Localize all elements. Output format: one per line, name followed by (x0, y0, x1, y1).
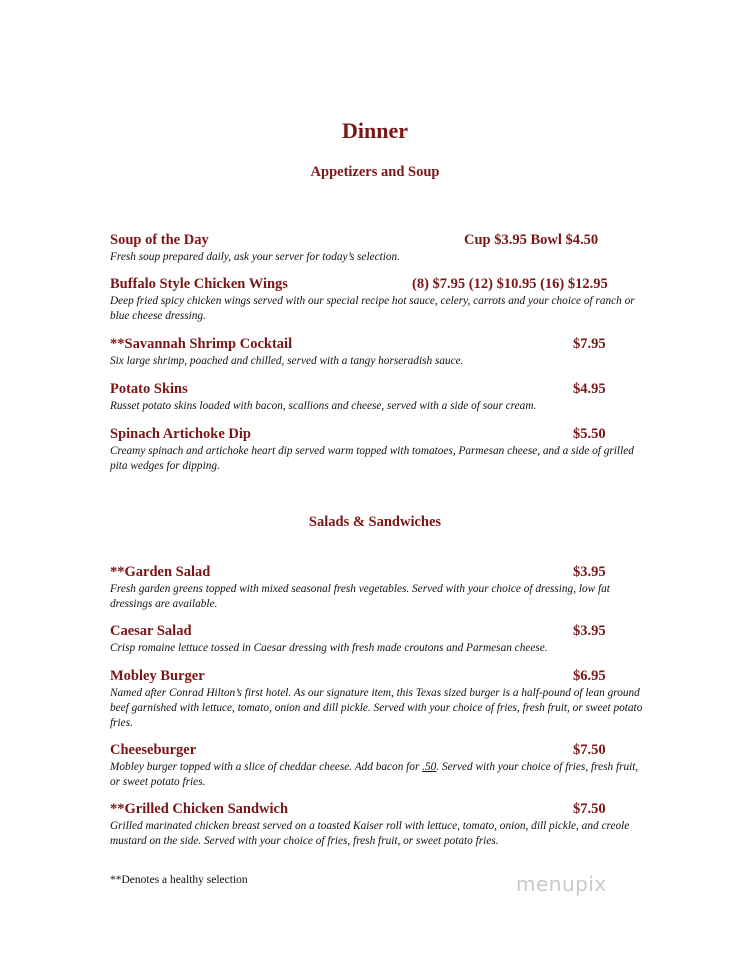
menu-item-spinach-dip (110, 426, 650, 474)
item-description: Fresh garden greens topped with mixed seasonal fresh vegetables. Served with your choice of dressing, low fat dressings are available. (110, 583, 610, 610)
menu-item-garden-salad (110, 564, 650, 612)
item-price: $3.95 (573, 623, 606, 639)
menu-item-shrimp-cocktail (110, 336, 650, 369)
item-price: $7.50 (573, 801, 606, 817)
bacon-price: .50 (422, 761, 437, 773)
item-price: $4.95 (573, 381, 606, 397)
item-description: Russet potato skins loaded with bacon, scallions and cheese, served with a side of sour cream. (110, 400, 537, 412)
menu-item-potato-skins (110, 381, 650, 414)
item-price: Cup $3.95 Bowl $4.50 (464, 232, 599, 248)
item-description: Fresh soup prepared daily, ask your server for today’s selection. (110, 251, 401, 263)
item-price: $3.95 (573, 564, 606, 580)
item-description: Grilled marinated chicken breast served on a toasted Kaiser roll with lettuce, tomato, onion, dill pickle, and creole mustard on the side. Served with your choice of fries, fresh fruit, or sweet potato fries. (110, 820, 630, 847)
item-price: $7.50 (573, 742, 606, 758)
item-name: Mobley Burger (110, 668, 205, 684)
item-name: Buffalo Style Chicken Wings (110, 276, 288, 292)
item-description: Crisp romaine lettuce tossed in Caesar dressing with fresh made croutons and Parmesan cheese. (110, 642, 548, 654)
menu-item-soup (110, 232, 650, 265)
item-description: Creamy spinach and artichoke heart dip served warm topped with tomatoes, Parmesan cheese, and a side of grilled pita wedges for dipping. (110, 445, 634, 472)
item-price: $7.95 (573, 336, 606, 352)
item-name: Spinach Artichoke Dip (110, 426, 251, 442)
section-heading-appetizers: Appetizers and Soup (310, 164, 440, 180)
item-description: Named after Conrad Hilton’s first hotel. As our signature item, this Texas sized burger is a half-pound of lean ground beef garnished with lettuce, tomato, onion and dill pickle. Served with your choice of fries, fresh fruit, or sweet potato fries. (110, 687, 643, 729)
menu-item-mobley-burger (110, 668, 650, 731)
item-description-text: . Served with your choice of fries, fresh fruit, or sweet potato fries. (110, 761, 639, 788)
item-name: Soup of the Day (110, 232, 209, 248)
item-price: (8) $7.95 (12) $10.95 (16) $12.95 (412, 276, 608, 292)
item-name: **Grilled Chicken Sandwich (110, 801, 289, 817)
item-name: Cheeseburger (110, 742, 197, 758)
menu-item-grilled-chicken-sandwich (110, 801, 650, 849)
item-name: **Savannah Shrimp Cocktail (110, 336, 293, 352)
item-description: Six large shrimp, poached and chilled, served with a tangy horseradish sauce. (110, 355, 464, 367)
menu-item-cheeseburger (110, 742, 650, 790)
item-name: Caesar Salad (110, 623, 192, 639)
item-price: $5.50 (573, 426, 606, 442)
item-description-text: Mobley burger topped with a slice of cheddar cheese. Add bacon for (110, 761, 423, 773)
item-name: Potato Skins (110, 381, 188, 397)
menu-item-caesar-salad (110, 623, 650, 656)
item-price: $6.95 (573, 668, 606, 684)
page-title: Dinner (342, 118, 408, 143)
menupix-watermark: menupix (516, 872, 607, 896)
item-description: Deep fried spicy chicken wings served with our special recipe hot sauce, celery, carrots and your choice of ranch or blue cheese dressing. (110, 295, 635, 322)
section-heading-salads: Salads & Sandwiches (308, 514, 442, 530)
menu-item-wings (110, 276, 650, 324)
item-description (110, 760, 650, 790)
item-name: **Garden Salad (110, 564, 211, 580)
healthy-selection-note: **Denotes a healthy selection (110, 874, 248, 886)
